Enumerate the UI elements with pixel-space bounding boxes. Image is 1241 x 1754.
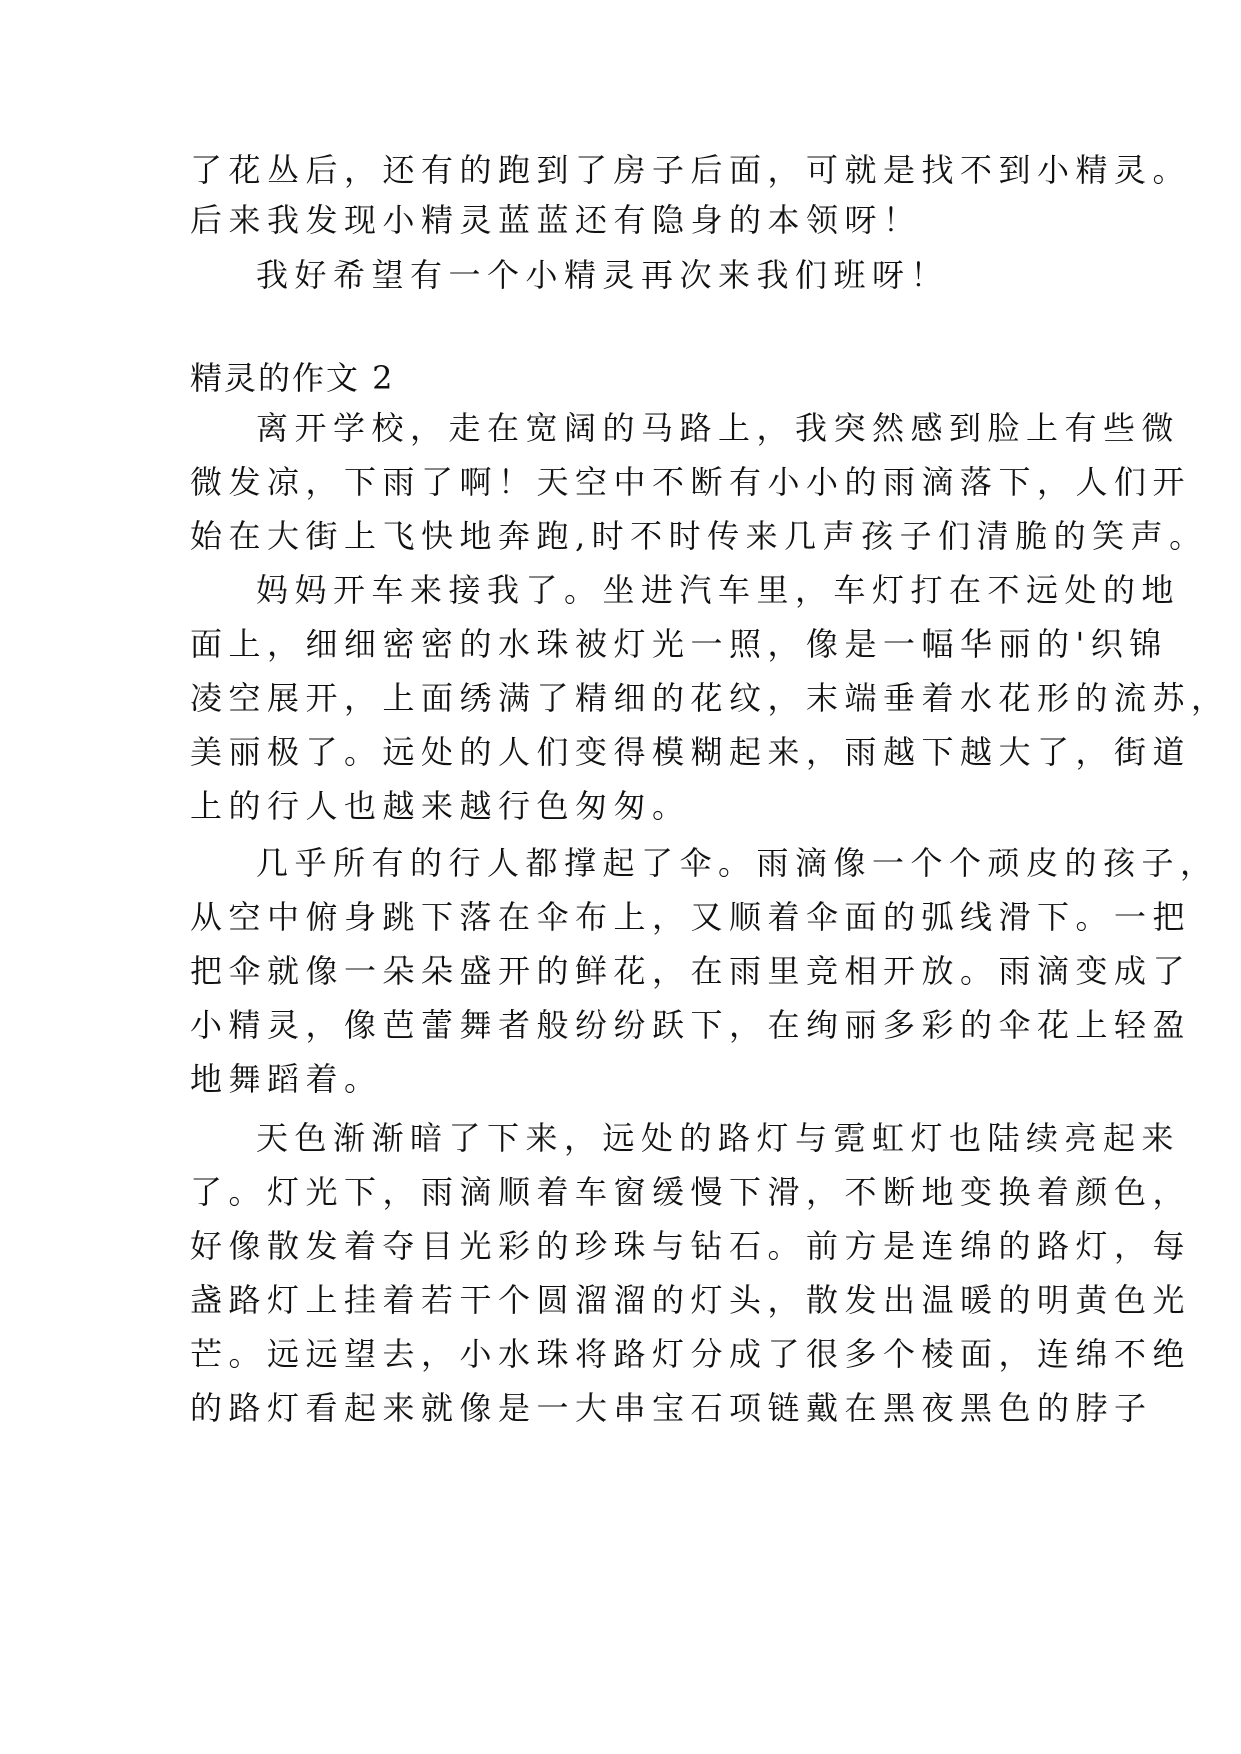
text-line: 我好希望有一个小精灵再次来我们班呀！ <box>256 256 950 294</box>
text-line: 天色渐渐暗了下来，远处的路灯与霓虹灯也陆续亮起来 <box>256 1119 1181 1157</box>
text-line: 后来我发现小精灵蓝蓝还有隐身的本领呀！ <box>190 201 922 239</box>
text-line: 了花丛后，还有的跑到了房子后面，可就是找不到小精灵。 <box>190 151 1192 189</box>
text-line: 盏路灯上挂着若干个圆溜溜的灯头，散发出温暖的明黄色光 <box>190 1281 1192 1319</box>
text-line: 上的行人也越来越行色匆匆。 <box>190 787 691 825</box>
text-line: 离开学校，走在宽阔的马路上，我突然感到脸上有些微 <box>256 409 1181 447</box>
text-line: 的路灯看起来就像是一大串宝石项链戴在黑夜黑色的脖子 <box>190 1389 1153 1427</box>
text-line: 妈妈开车来接我了。坐进汽车里，车灯打在不远处的地 <box>256 571 1181 609</box>
text-line: 始在大街上飞快地奔跑,时不时传来几声孩子们清脆的笑声。 <box>190 517 1208 555</box>
text-line: 几乎所有的行人都撑起了伞。雨滴像一个个顽皮的孩子， <box>256 844 1219 882</box>
text-line: 把伞就像一朵朵盛开的鲜花，在雨里竞相开放。雨滴变成了 <box>190 952 1192 990</box>
text-line: 面上，细细密密的水珠被灯光一照，像是一幅华丽的'织锦 <box>190 625 1168 663</box>
text-line: 凌空展开，上面绣满了精细的花纹，末端垂着水花形的流苏， <box>190 679 1230 717</box>
section-title: 精灵的作文 2 <box>190 359 395 397</box>
text-line: 芒。远远望去，小水珠将路灯分成了很多个棱面，连绵不绝 <box>190 1335 1192 1373</box>
text-line: 地舞蹈着。 <box>190 1060 383 1098</box>
text-line: 好像散发着夺目光彩的珍珠与钻石。前方是连绵的路灯，每 <box>190 1227 1192 1265</box>
text-line: 小精灵，像芭蕾舞者般纷纷跃下，在绚丽多彩的伞花上轻盈 <box>190 1006 1192 1044</box>
text-line: 微发凉，下雨了啊！天空中不断有小小的雨滴落下，人们开 <box>190 463 1192 501</box>
text-line: 从空中俯身跳下落在伞布上，又顺着伞面的弧线滑下。一把 <box>190 898 1192 936</box>
text-line: 了。灯光下，雨滴顺着车窗缓慢下滑，不断地变换着颜色， <box>190 1173 1192 1211</box>
text-line: 美丽极了。远处的人们变得模糊起来，雨越下越大了，街道 <box>190 733 1192 771</box>
